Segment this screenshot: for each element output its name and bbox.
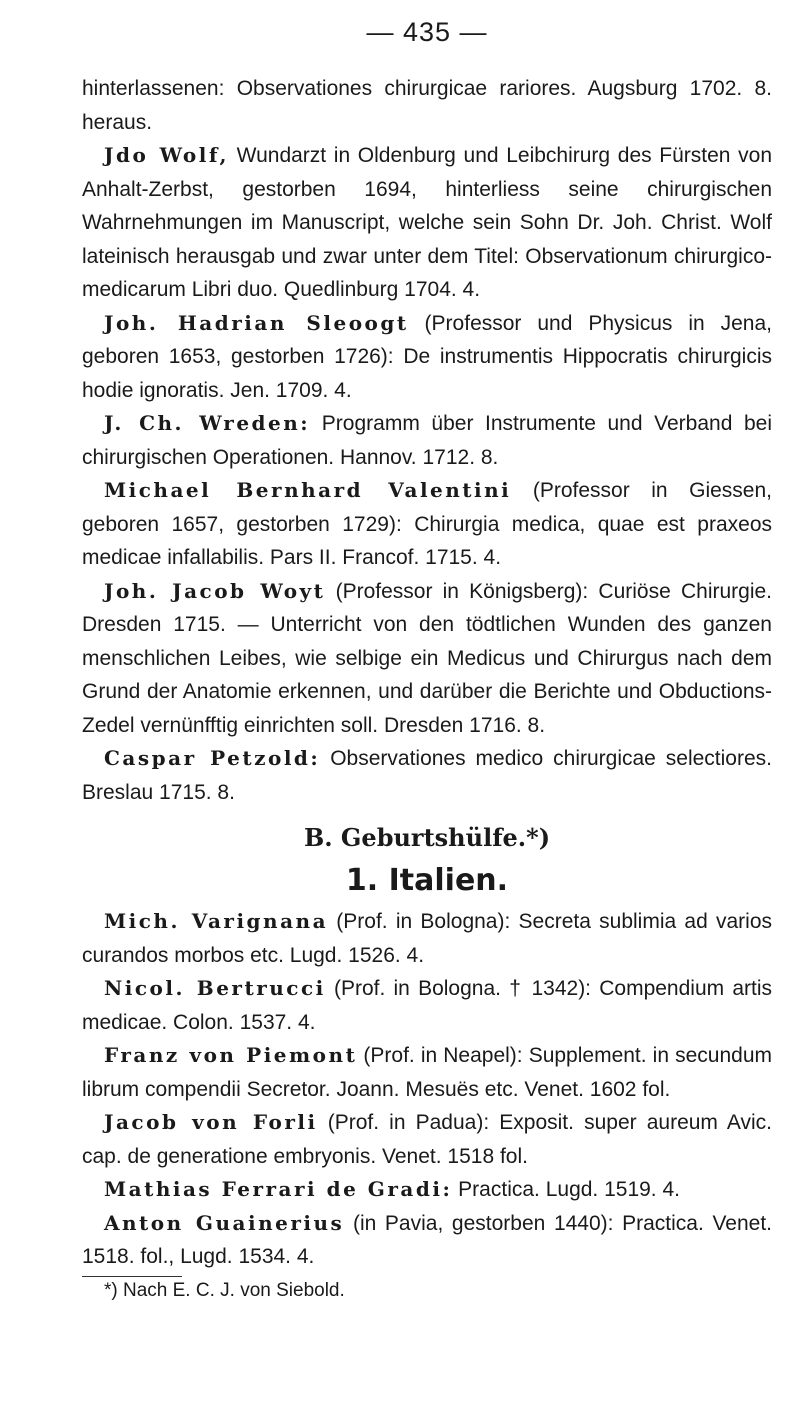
bibliography-entry	[82, 72, 772, 139]
entry-text: (Prof. in Bologna. † 1342): Compendium artis medicae. Colon. 1537. 4.	[82, 977, 773, 1034]
entry-text: Practica. Lugd. 1519. 4.	[452, 1178, 680, 1201]
entry-text: (Professor in Königsberg): Curiöse Chirurgie. Dresden 1715. — Unterricht von den tödtlichen Wunden des ganzen menschlichen Leibes, wie selbige ein Medicus und Chirurgus nach dem Grund der Anatomie erkennen, und darüber die Berichte und Obductions-Zedel vernünfftig einrichten soll. Dresden 1716. 8.	[82, 579, 773, 737]
bibliography-entry	[82, 1173, 772, 1207]
entries-bottom	[82, 905, 772, 1274]
entry-text: Wundarzt in Oldenburg und Leibchirurg des Fürsten von Anhalt-Zerbst, gestorben 1694, hinterliess seine chirurgischen Wahrnehmungen im Manuscript, welche sein Sohn Dr. Joh. Christ. Wolf lateinisch herausgab und zwar unter dem Titel: Observationum chirurgico-medicarum Libri duo. Quedlinburg 1704. 4.	[82, 144, 772, 301]
entry-text: (Prof. in Neapel): Supplement. in secundum librum compendii Secretor. Joann. Mesuës etc. Venet. 1602 fol.	[82, 1044, 773, 1101]
author-name: Jdo Wolf,	[104, 143, 229, 167]
page	[82, 10, 772, 1305]
section-title: B. Geburtshülfe.*)	[303, 823, 551, 852]
author-name: Nicol. Bertrucci	[104, 976, 326, 1000]
bibliography-entry	[82, 575, 772, 743]
bibliography-entry	[82, 1039, 772, 1106]
author-name: Joh. Jacob Woyt	[104, 578, 326, 603]
entry-text: (Professor und Physicus in Jena, geboren 1653, gestorben 1726): De instrumentis Hippocratis chirurgicis hodie ignoratis. Jen. 1709. 4.	[82, 311, 772, 402]
author-name: Mathias Ferrari de Gradi:	[104, 1177, 453, 1201]
bibliography-entry	[82, 139, 772, 307]
subsection-title: 1. Italien.	[345, 863, 509, 898]
author-name: Michael Bernhard Valentini	[104, 478, 512, 502]
bibliography-entry	[82, 407, 772, 474]
bibliography-entry	[82, 474, 772, 575]
bibliography-entry	[82, 905, 772, 972]
author-name: J. Ch. Wreden:	[104, 411, 311, 435]
entry-text: hinterlassenen: Observationes chirurgicae rariores. Augsburg 1702. 8. heraus.	[82, 77, 772, 134]
entry-text: (in Pavia, gestorben 1440): Practica. Venet. 1518. fol., Lugd. 1534. 4.	[82, 1211, 773, 1268]
entry-text: (Professor in Giessen, geboren 1657, gestorben 1729): Chirurgia medica, quae est praxeos medicae infallabilis. Pars II. Francof. 1715. 4.	[82, 479, 772, 569]
entries-top	[82, 72, 772, 809]
author-name: Caspar Petzold:	[104, 746, 321, 770]
author-name: Anton Guainerius	[104, 1210, 345, 1235]
bibliography-entry	[82, 972, 772, 1039]
author-name: Joh. Hadrian Sleoogt	[104, 310, 409, 335]
entry-text: Programm über Instrumente und Verband bei chirurgischen Operationen. Hannov. 1712. 8.	[82, 412, 772, 469]
entry-text: (Prof. in Bologna): Secreta sublimia ad varios curandos morbos etc. Lugd. 1526. 4.	[82, 910, 773, 967]
author-name: Mich. Varignana	[104, 909, 329, 933]
page-number: — 435 —	[366, 17, 488, 47]
entry-text: Observationes medico chirurgicae selectiores. Breslau 1715. 8.	[82, 747, 772, 804]
bibliography-entry	[82, 1207, 772, 1274]
bibliography-entry	[82, 742, 772, 809]
bibliography-entry	[82, 1106, 772, 1173]
author-name: Jacob von Forli	[104, 1110, 318, 1134]
author-name: Franz von Piemont	[104, 1043, 358, 1067]
entry-text: (Prof. in Padua): Exposit. super aureum Avic. cap. de generatione embryonis. Venet. 1518 fol.	[82, 1111, 773, 1168]
bibliography-entry	[82, 307, 772, 408]
footnote: *) Nach E. C. J. von Siebold.	[104, 1279, 345, 1301]
